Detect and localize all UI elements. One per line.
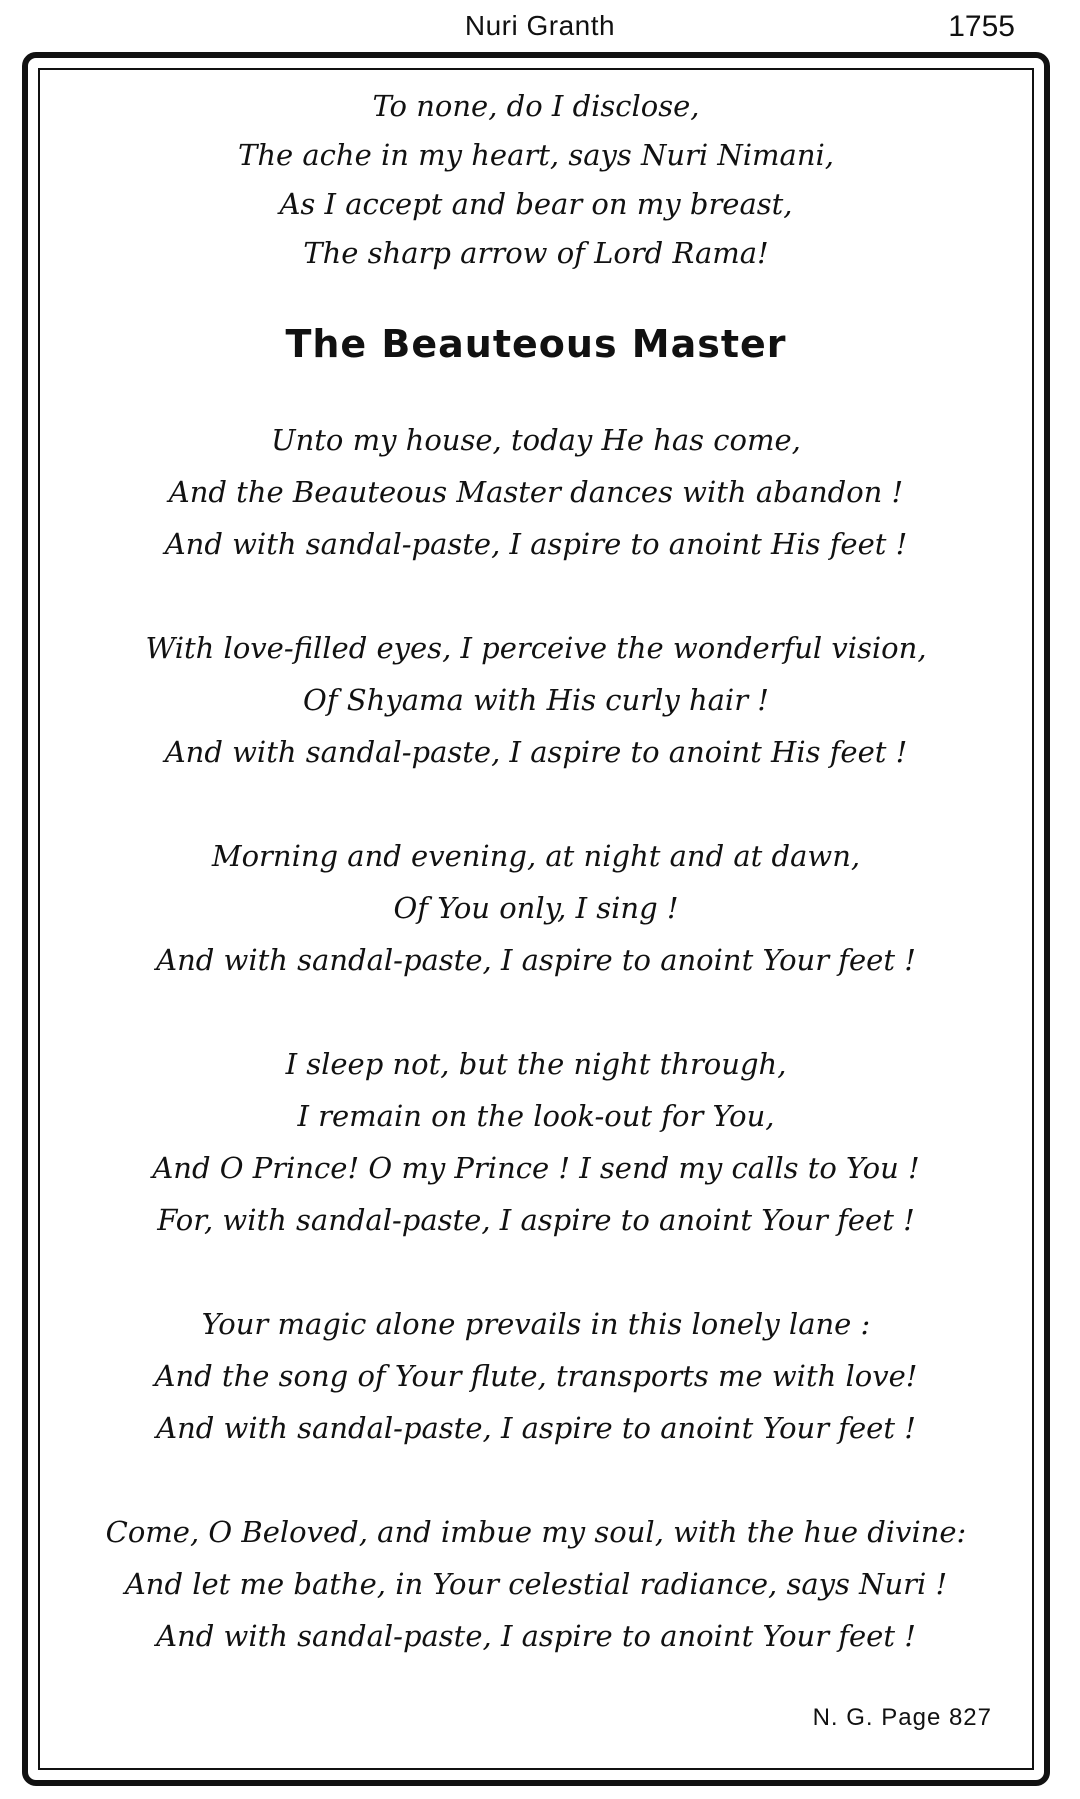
verse-line: And with sandal-paste, I aspire to anoint His feet ! (164, 735, 908, 769)
verse-line: Come, O Beloved, and imbue my soul, with the hue divine: (105, 1515, 967, 1549)
verse-line: And with sandal-paste, I aspire to anoint Your feet ! (156, 943, 916, 977)
verse-line (40, 131, 1032, 180)
poem-content (40, 82, 1032, 1662)
verse-line: Of Shyama with His curly hair ! (303, 683, 769, 717)
verse-line: Unto my house, today He has come, (271, 423, 801, 457)
verse-line: And with sandal-paste, I aspire to anoint His feet ! (164, 527, 908, 561)
verse-line: And with sandal-paste, I aspire to anoint Your feet ! (156, 1619, 916, 1653)
page-header (0, 0, 1080, 50)
verse-line: I remain on the look-out for You, (297, 1099, 775, 1133)
verse-line: Your magic alone prevails in this lonely lane : (201, 1307, 871, 1341)
verse-line: As I accept and bear on my breast, (279, 187, 793, 221)
stanza (40, 1506, 1032, 1662)
stanza (40, 1038, 1032, 1246)
stanza (40, 1298, 1032, 1454)
poet-name: Nuri Nimani, (640, 138, 835, 172)
verse-line: And O Prince! O my Prince ! I send my calls to You ! (152, 1151, 920, 1185)
poem-title: The Beauteous Master (285, 322, 787, 366)
verse-line: To none, do I disclose, (372, 89, 700, 123)
verse-line: I sleep not, but the night through, (285, 1047, 787, 1081)
verse-line-text: And let me bathe, in Your celestial radiance, says (124, 1567, 860, 1601)
verse-line: And the song of Your flute, transports me with love! (154, 1359, 918, 1393)
verse-line: For, with sandal-paste, I aspire to anoint Your feet ! (157, 1203, 915, 1237)
stanza (40, 830, 1032, 986)
page-reference: N. G. Page 827 (812, 1704, 992, 1731)
verse-line (40, 1558, 1032, 1610)
stanza (40, 414, 1032, 570)
page-number: 1755 (948, 10, 1015, 43)
verse-line: With love-filled eyes, I perceive the wonderful vision, (145, 631, 927, 665)
stanza (40, 622, 1032, 778)
verse-line: The sharp arrow of Lord Rama! (303, 236, 769, 270)
verse-line: And with sandal-paste, I aspire to anoint Your feet ! (156, 1411, 916, 1445)
verse-line: Morning and evening, at night and at dawn, (211, 839, 861, 873)
intro-stanza (40, 82, 1032, 278)
verse-line-text: The ache in my heart, says (237, 138, 641, 172)
book-title: Nuri Granth (464, 10, 616, 41)
poet-name: Nuri ! (859, 1567, 948, 1601)
verse-line: And the Beauteous Master dances with abandon ! (168, 475, 904, 509)
verse-line: Of You only, I sing ! (393, 891, 679, 925)
